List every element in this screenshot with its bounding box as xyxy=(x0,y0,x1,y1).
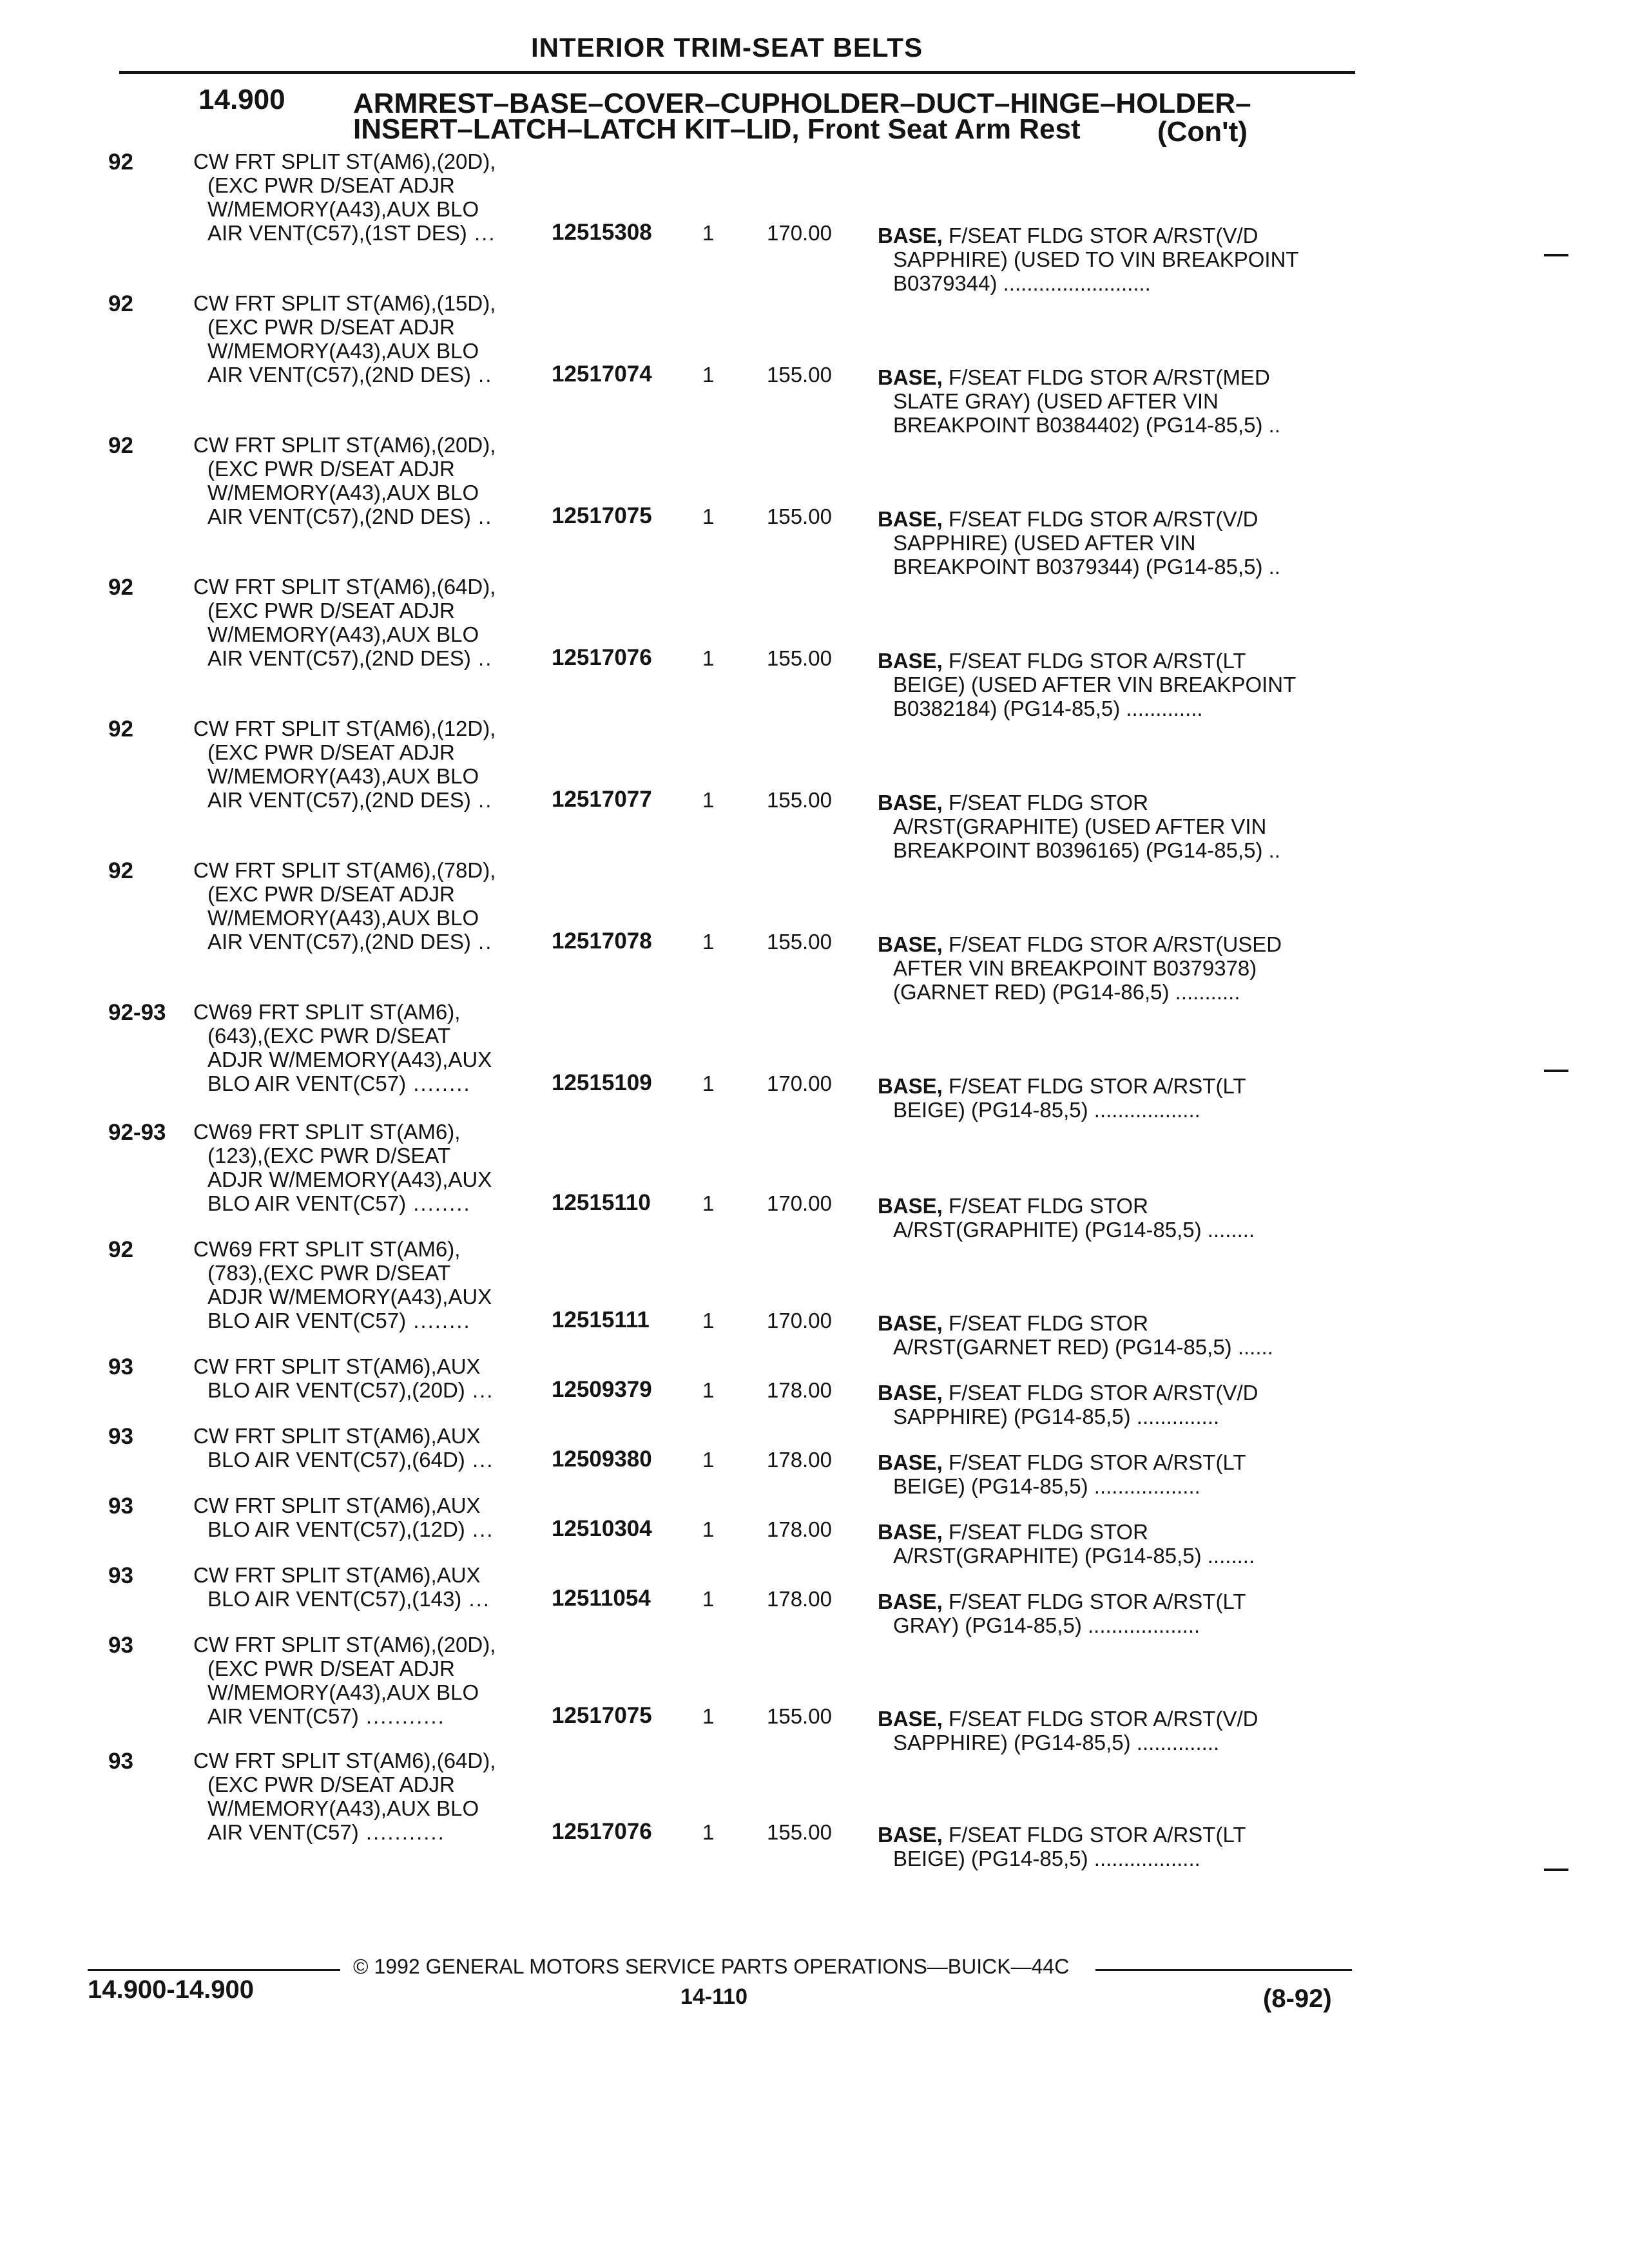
model-year: 92 xyxy=(108,575,133,600)
quantity: 1 xyxy=(702,1448,715,1472)
model-year: 93 xyxy=(108,1354,133,1379)
part-description-line: A/RST(GRAPHITE) (USED AFTER VIN xyxy=(893,814,1267,838)
part-name: BASE, xyxy=(878,649,943,673)
description-line: CW FRT SPLIT ST(AM6),(12D), xyxy=(193,716,496,740)
part-description-line: SAPPHIRE) (PG14-85,5) .............. xyxy=(893,1405,1220,1428)
quantity: 1 xyxy=(702,1191,715,1215)
description-line: AIR VENT(C57),(2ND DES) .. xyxy=(207,363,493,387)
part-description-line: BASE, F/SEAT FLDG STOR xyxy=(878,1194,1148,1218)
part-description xyxy=(878,1381,1258,1428)
model-year: 92 xyxy=(108,149,133,175)
quantity: 1 xyxy=(702,1704,715,1728)
description-line: (EXC PWR D/SEAT ADJR xyxy=(207,173,455,197)
part-name: BASE, xyxy=(878,365,943,389)
part-description-line: A/RST(GRAPHITE) (PG14-85,5) ........ xyxy=(893,1218,1255,1242)
price: 155.00 xyxy=(767,505,832,528)
part-number: 12517076 xyxy=(552,645,652,670)
price: 178.00 xyxy=(767,1587,832,1611)
margin-revision-mark xyxy=(1544,1070,1568,1072)
part-number: 12515111 xyxy=(552,1307,650,1332)
part-number: 12510304 xyxy=(552,1516,652,1541)
part-description xyxy=(878,224,1299,295)
description-line: AIR VENT(C57),(2ND DES) .. xyxy=(207,505,493,528)
part-description xyxy=(878,1823,1246,1870)
price: 155.00 xyxy=(767,1820,832,1844)
part-description-line: BASE, F/SEAT FLDG STOR A/RST(V/D xyxy=(878,1707,1258,1731)
quantity: 1 xyxy=(702,1587,715,1611)
price: 170.00 xyxy=(767,1191,832,1215)
description-line: (EXC PWR D/SEAT ADJR xyxy=(207,882,455,906)
part-description-line: BASE, F/SEAT FLDG STOR xyxy=(878,791,1148,814)
application-description xyxy=(193,858,496,954)
quantity: 1 xyxy=(702,646,715,670)
description-line: AIR VENT(C57) ........... xyxy=(207,1704,445,1728)
price: 155.00 xyxy=(767,1704,832,1728)
description-line: (123),(EXC PWR D/SEAT xyxy=(207,1144,451,1168)
description-line: W/MEMORY(A43),AUX BLO xyxy=(207,1796,479,1820)
part-description-line: BASE, F/SEAT FLDG STOR A/RST(USED xyxy=(878,932,1282,956)
quantity: 1 xyxy=(702,1309,715,1332)
description-line: BLO AIR VENT(C57),(143) ... xyxy=(207,1587,490,1611)
part-number: 12517077 xyxy=(552,787,652,812)
part-description-line: BASE, F/SEAT FLDG STOR xyxy=(878,1520,1148,1544)
part-name: BASE, xyxy=(878,932,943,956)
footer-rule-right xyxy=(1095,1969,1352,1971)
part-description-line: BEIGE) (USED AFTER VIN BREAKPOINT xyxy=(893,673,1296,697)
description-line: CW FRT SPLIT ST(AM6),(64D), xyxy=(193,575,496,599)
description-line: CW FRT SPLIT ST(AM6),AUX xyxy=(193,1354,481,1378)
description-line: CW FRT SPLIT ST(AM6),(20D), xyxy=(193,433,496,457)
model-year: 92-93 xyxy=(108,1000,166,1025)
price: 178.00 xyxy=(767,1378,832,1402)
dot-leader: .. xyxy=(470,505,493,528)
dot-leader: ........... xyxy=(358,1820,445,1844)
price: 178.00 xyxy=(767,1517,832,1541)
part-name: BASE, xyxy=(878,1707,943,1731)
quantity: 1 xyxy=(702,1820,715,1844)
description-line: (EXC PWR D/SEAT ADJR xyxy=(207,1773,455,1796)
application-description xyxy=(193,1749,496,1844)
application-description xyxy=(193,575,496,670)
description-line: AIR VENT(C57),(1ST DES) ... xyxy=(207,221,496,245)
part-name: BASE, xyxy=(878,1450,943,1474)
margin-revision-mark xyxy=(1544,254,1568,256)
section-continued-label: (Con't) xyxy=(1157,116,1248,148)
description-line: W/MEMORY(A43),AUX BLO xyxy=(207,764,479,788)
quantity: 1 xyxy=(702,1378,715,1402)
description-line: (EXC PWR D/SEAT ADJR xyxy=(207,740,455,764)
quantity: 1 xyxy=(702,505,715,528)
application-description xyxy=(193,1563,490,1611)
description-line: AIR VENT(C57),(2ND DES) .. xyxy=(207,930,493,954)
part-description-line: B0382184) (PG14-85,5) ............. xyxy=(893,697,1203,720)
description-line: CW FRT SPLIT ST(AM6),AUX xyxy=(193,1424,481,1448)
part-description xyxy=(878,1707,1258,1754)
application-description xyxy=(193,1633,496,1728)
application-description xyxy=(193,716,496,812)
part-description-line: (GARNET RED) (PG14-86,5) ........... xyxy=(893,980,1240,1004)
part-description-line: SAPPHIRE) (USED TO VIN BREAKPOINT xyxy=(893,247,1299,271)
model-year: 92-93 xyxy=(108,1120,166,1145)
part-description-line: BASE, F/SEAT FLDG STOR A/RST(LT xyxy=(878,649,1246,673)
part-number: 12511054 xyxy=(552,1586,651,1611)
part-number: 12509380 xyxy=(552,1446,652,1472)
description-line: BLO AIR VENT(C57),(64D) ... xyxy=(207,1448,494,1472)
part-description-line: A/RST(GRAPHITE) (PG14-85,5) ........ xyxy=(893,1544,1255,1568)
dot-leader: .. xyxy=(470,930,493,954)
price: 155.00 xyxy=(767,646,832,670)
quantity: 1 xyxy=(702,1072,715,1095)
description-line: CW FRT SPLIT ST(AM6),(20D), xyxy=(193,1633,496,1657)
description-line: W/MEMORY(A43),AUX BLO xyxy=(207,622,479,646)
part-description-line: SLATE GRAY) (USED AFTER VIN xyxy=(893,389,1219,413)
part-number: 12517076 xyxy=(552,1819,652,1844)
description-line: CW69 FRT SPLIT ST(AM6), xyxy=(193,1120,461,1144)
part-number: 12517075 xyxy=(552,1703,652,1728)
application-description xyxy=(193,1237,492,1332)
description-line: CW FRT SPLIT ST(AM6),AUX xyxy=(193,1494,481,1517)
part-description-line: BREAKPOINT B0396165) (PG14-85,5) .. xyxy=(893,838,1281,862)
part-number: 12517078 xyxy=(552,928,652,954)
description-line: BLO AIR VENT(C57) ........ xyxy=(207,1072,471,1095)
part-description-line: BASE, F/SEAT FLDG STOR xyxy=(878,1311,1148,1335)
part-description-line: B0379344) ......................... xyxy=(893,271,1151,295)
description-line: ADJR W/MEMORY(A43),AUX xyxy=(207,1048,492,1072)
price: 178.00 xyxy=(767,1448,832,1472)
part-description-line: BEIGE) (PG14-85,5) .................. xyxy=(893,1098,1200,1122)
model-year: 92 xyxy=(108,291,133,316)
dot-leader: .. xyxy=(470,788,493,812)
dot-leader: ... xyxy=(465,1517,494,1541)
description-line: W/MEMORY(A43),AUX BLO xyxy=(207,339,479,363)
dot-leader: ........ xyxy=(406,1072,471,1095)
part-name: BASE, xyxy=(878,507,943,531)
footer-rule-left xyxy=(88,1969,340,1971)
price: 155.00 xyxy=(767,363,832,387)
dot-leader: ........ xyxy=(406,1309,471,1332)
part-description xyxy=(878,365,1280,437)
quantity: 1 xyxy=(702,363,715,387)
price: 170.00 xyxy=(767,1072,832,1095)
description-line: BLO AIR VENT(C57),(12D) ... xyxy=(207,1517,494,1541)
dot-leader: .. xyxy=(470,646,493,670)
part-description-line: BASE, F/SEAT FLDG STOR A/RST(LT xyxy=(878,1823,1246,1847)
description-line: CW FRT SPLIT ST(AM6),(78D), xyxy=(193,858,496,882)
part-description xyxy=(878,649,1296,720)
model-year: 92 xyxy=(108,1237,133,1262)
model-year: 93 xyxy=(108,1494,133,1519)
dot-leader: ... xyxy=(461,1587,490,1611)
description-line: CW69 FRT SPLIT ST(AM6), xyxy=(193,1000,461,1024)
part-description-line: AFTER VIN BREAKPOINT B0379378) xyxy=(893,956,1257,980)
application-description xyxy=(193,291,496,387)
model-year: 93 xyxy=(108,1633,133,1658)
part-description-line: BEIGE) (PG14-85,5) .................. xyxy=(893,1847,1200,1870)
part-description-line: BASE, F/SEAT FLDG STOR A/RST(V/D xyxy=(878,224,1258,247)
part-description-line: BASE, F/SEAT FLDG STOR A/RST(LT xyxy=(878,1074,1246,1098)
part-description xyxy=(878,507,1280,579)
model-year: 93 xyxy=(108,1563,133,1588)
model-year: 92 xyxy=(108,716,133,742)
part-description-line: SAPPHIRE) (PG14-85,5) .............. xyxy=(893,1731,1220,1754)
description-line: ADJR W/MEMORY(A43),AUX xyxy=(207,1285,492,1309)
description-line: BLO AIR VENT(C57) ........ xyxy=(207,1309,471,1332)
model-year: 93 xyxy=(108,1749,133,1774)
part-description-line: A/RST(GARNET RED) (PG14-85,5) ...... xyxy=(893,1335,1273,1359)
part-description xyxy=(878,1311,1273,1359)
part-description-line: BASE, F/SEAT FLDG STOR A/RST(MED xyxy=(878,365,1270,389)
part-number: 12515110 xyxy=(552,1190,651,1215)
dot-leader: ... xyxy=(465,1448,494,1472)
description-line: W/MEMORY(A43),AUX BLO xyxy=(207,481,479,505)
part-description-line: BASE, F/SEAT FLDG STOR A/RST(LT xyxy=(878,1450,1246,1474)
description-line: CW FRT SPLIT ST(AM6),(64D), xyxy=(193,1749,496,1773)
description-line: CW69 FRT SPLIT ST(AM6), xyxy=(193,1237,461,1261)
part-description-line: BEIGE) (PG14-85,5) .................. xyxy=(893,1474,1200,1498)
price: 170.00 xyxy=(767,221,832,245)
application-description xyxy=(193,1424,494,1472)
part-description xyxy=(878,1450,1246,1498)
description-line: (EXC PWR D/SEAT ADJR xyxy=(207,599,455,622)
dot-leader: ........... xyxy=(358,1704,445,1728)
part-description xyxy=(878,1590,1246,1637)
description-line: W/MEMORY(A43),AUX BLO xyxy=(207,906,479,930)
quantity: 1 xyxy=(702,221,715,245)
part-description-line: GRAY) (PG14-85,5) ................... xyxy=(893,1613,1200,1637)
part-description-line: BASE, F/SEAT FLDG STOR A/RST(V/D xyxy=(878,1381,1258,1405)
part-name: BASE, xyxy=(878,1381,943,1405)
application-description xyxy=(193,1000,492,1095)
part-description xyxy=(878,1194,1255,1242)
part-description xyxy=(878,1520,1255,1568)
quantity: 1 xyxy=(702,930,715,954)
dot-leader: ... xyxy=(467,221,496,245)
part-description-line: BASE, F/SEAT FLDG STOR A/RST(V/D xyxy=(878,507,1258,531)
part-name: BASE, xyxy=(878,1311,943,1335)
description-line: (783),(EXC PWR D/SEAT xyxy=(207,1261,451,1285)
application-description xyxy=(193,1120,492,1215)
description-line: (EXC PWR D/SEAT ADJR xyxy=(207,457,455,481)
description-line: CW FRT SPLIT ST(AM6),(15D), xyxy=(193,291,496,315)
quantity: 1 xyxy=(702,788,715,812)
description-line: ADJR W/MEMORY(A43),AUX xyxy=(207,1168,492,1191)
part-name: BASE, xyxy=(878,791,943,814)
section-title-line-1: ARMREST–BASE–COVER–CUPHOLDER–DUCT–HINGE–HOLDER– xyxy=(353,88,1251,119)
part-description xyxy=(878,1074,1246,1122)
application-description xyxy=(193,1354,494,1402)
dot-leader: ... xyxy=(465,1378,494,1402)
part-name: BASE, xyxy=(878,224,943,247)
part-description-line: SAPPHIRE) (USED AFTER VIN xyxy=(893,531,1196,555)
part-name: BASE, xyxy=(878,1074,943,1098)
part-description-line: BREAKPOINT B0384402) (PG14-85,5) .. xyxy=(893,413,1281,437)
price: 155.00 xyxy=(767,930,832,954)
description-line: AIR VENT(C57) ........... xyxy=(207,1820,445,1844)
application-description xyxy=(193,149,496,245)
description-line: (EXC PWR D/SEAT ADJR xyxy=(207,315,455,339)
part-name: BASE, xyxy=(878,1823,943,1847)
margin-revision-mark xyxy=(1544,1869,1568,1871)
part-description xyxy=(878,791,1280,862)
dot-leader: .. xyxy=(470,363,493,387)
part-number: 12517074 xyxy=(552,361,652,387)
price: 170.00 xyxy=(767,1309,832,1332)
revision-date: (8-92) xyxy=(1263,1984,1332,2013)
part-number: 12515308 xyxy=(552,220,652,245)
page-title: INTERIOR TRIM-SEAT BELTS xyxy=(531,32,923,62)
part-description-line: BASE, F/SEAT FLDG STOR A/RST(LT xyxy=(878,1590,1246,1613)
part-number: 12517075 xyxy=(552,503,652,528)
part-number: 12515109 xyxy=(552,1070,652,1095)
dot-leader: ........ xyxy=(406,1191,471,1215)
copyright-notice: © 1992 GENERAL MOTORS SERVICE PARTS OPERATIONS—BUICK—44C xyxy=(353,1955,1070,1978)
description-line: AIR VENT(C57),(2ND DES) .. xyxy=(207,788,493,812)
part-description xyxy=(878,932,1282,1004)
section-number: 14.900 xyxy=(198,84,285,115)
description-line: AIR VENT(C57),(2ND DES) .. xyxy=(207,646,493,670)
model-year: 92 xyxy=(108,858,133,883)
description-line: (EXC PWR D/SEAT ADJR xyxy=(207,1657,455,1680)
model-year: 93 xyxy=(108,1424,133,1449)
section-title-line-2: INSERT–LATCH–LATCH KIT–LID, Front Seat Arm Rest xyxy=(353,113,1081,145)
application-description xyxy=(193,433,496,528)
part-name: BASE, xyxy=(878,1590,943,1613)
page-number: 14-110 xyxy=(680,1984,747,2009)
part-name: BASE, xyxy=(878,1520,943,1544)
application-description xyxy=(193,1494,494,1541)
description-line: W/MEMORY(A43),AUX BLO xyxy=(207,197,479,221)
part-name: BASE, xyxy=(878,1194,943,1218)
description-line: (643),(EXC PWR D/SEAT xyxy=(207,1024,451,1048)
description-line: CW FRT SPLIT ST(AM6),(20D), xyxy=(193,149,496,173)
quantity: 1 xyxy=(702,1517,715,1541)
part-number: 12509379 xyxy=(552,1377,652,1402)
description-line: BLO AIR VENT(C57),(20D) ... xyxy=(207,1378,494,1402)
description-line: CW FRT SPLIT ST(AM6),AUX xyxy=(193,1563,481,1587)
model-year: 92 xyxy=(108,433,133,458)
description-line: BLO AIR VENT(C57) ........ xyxy=(207,1191,471,1215)
price: 155.00 xyxy=(767,788,832,812)
part-description-line: BREAKPOINT B0379344) (PG14-85,5) .. xyxy=(893,555,1281,579)
description-line: W/MEMORY(A43),AUX BLO xyxy=(207,1680,479,1704)
section-range: 14.900-14.900 xyxy=(88,1975,255,2004)
